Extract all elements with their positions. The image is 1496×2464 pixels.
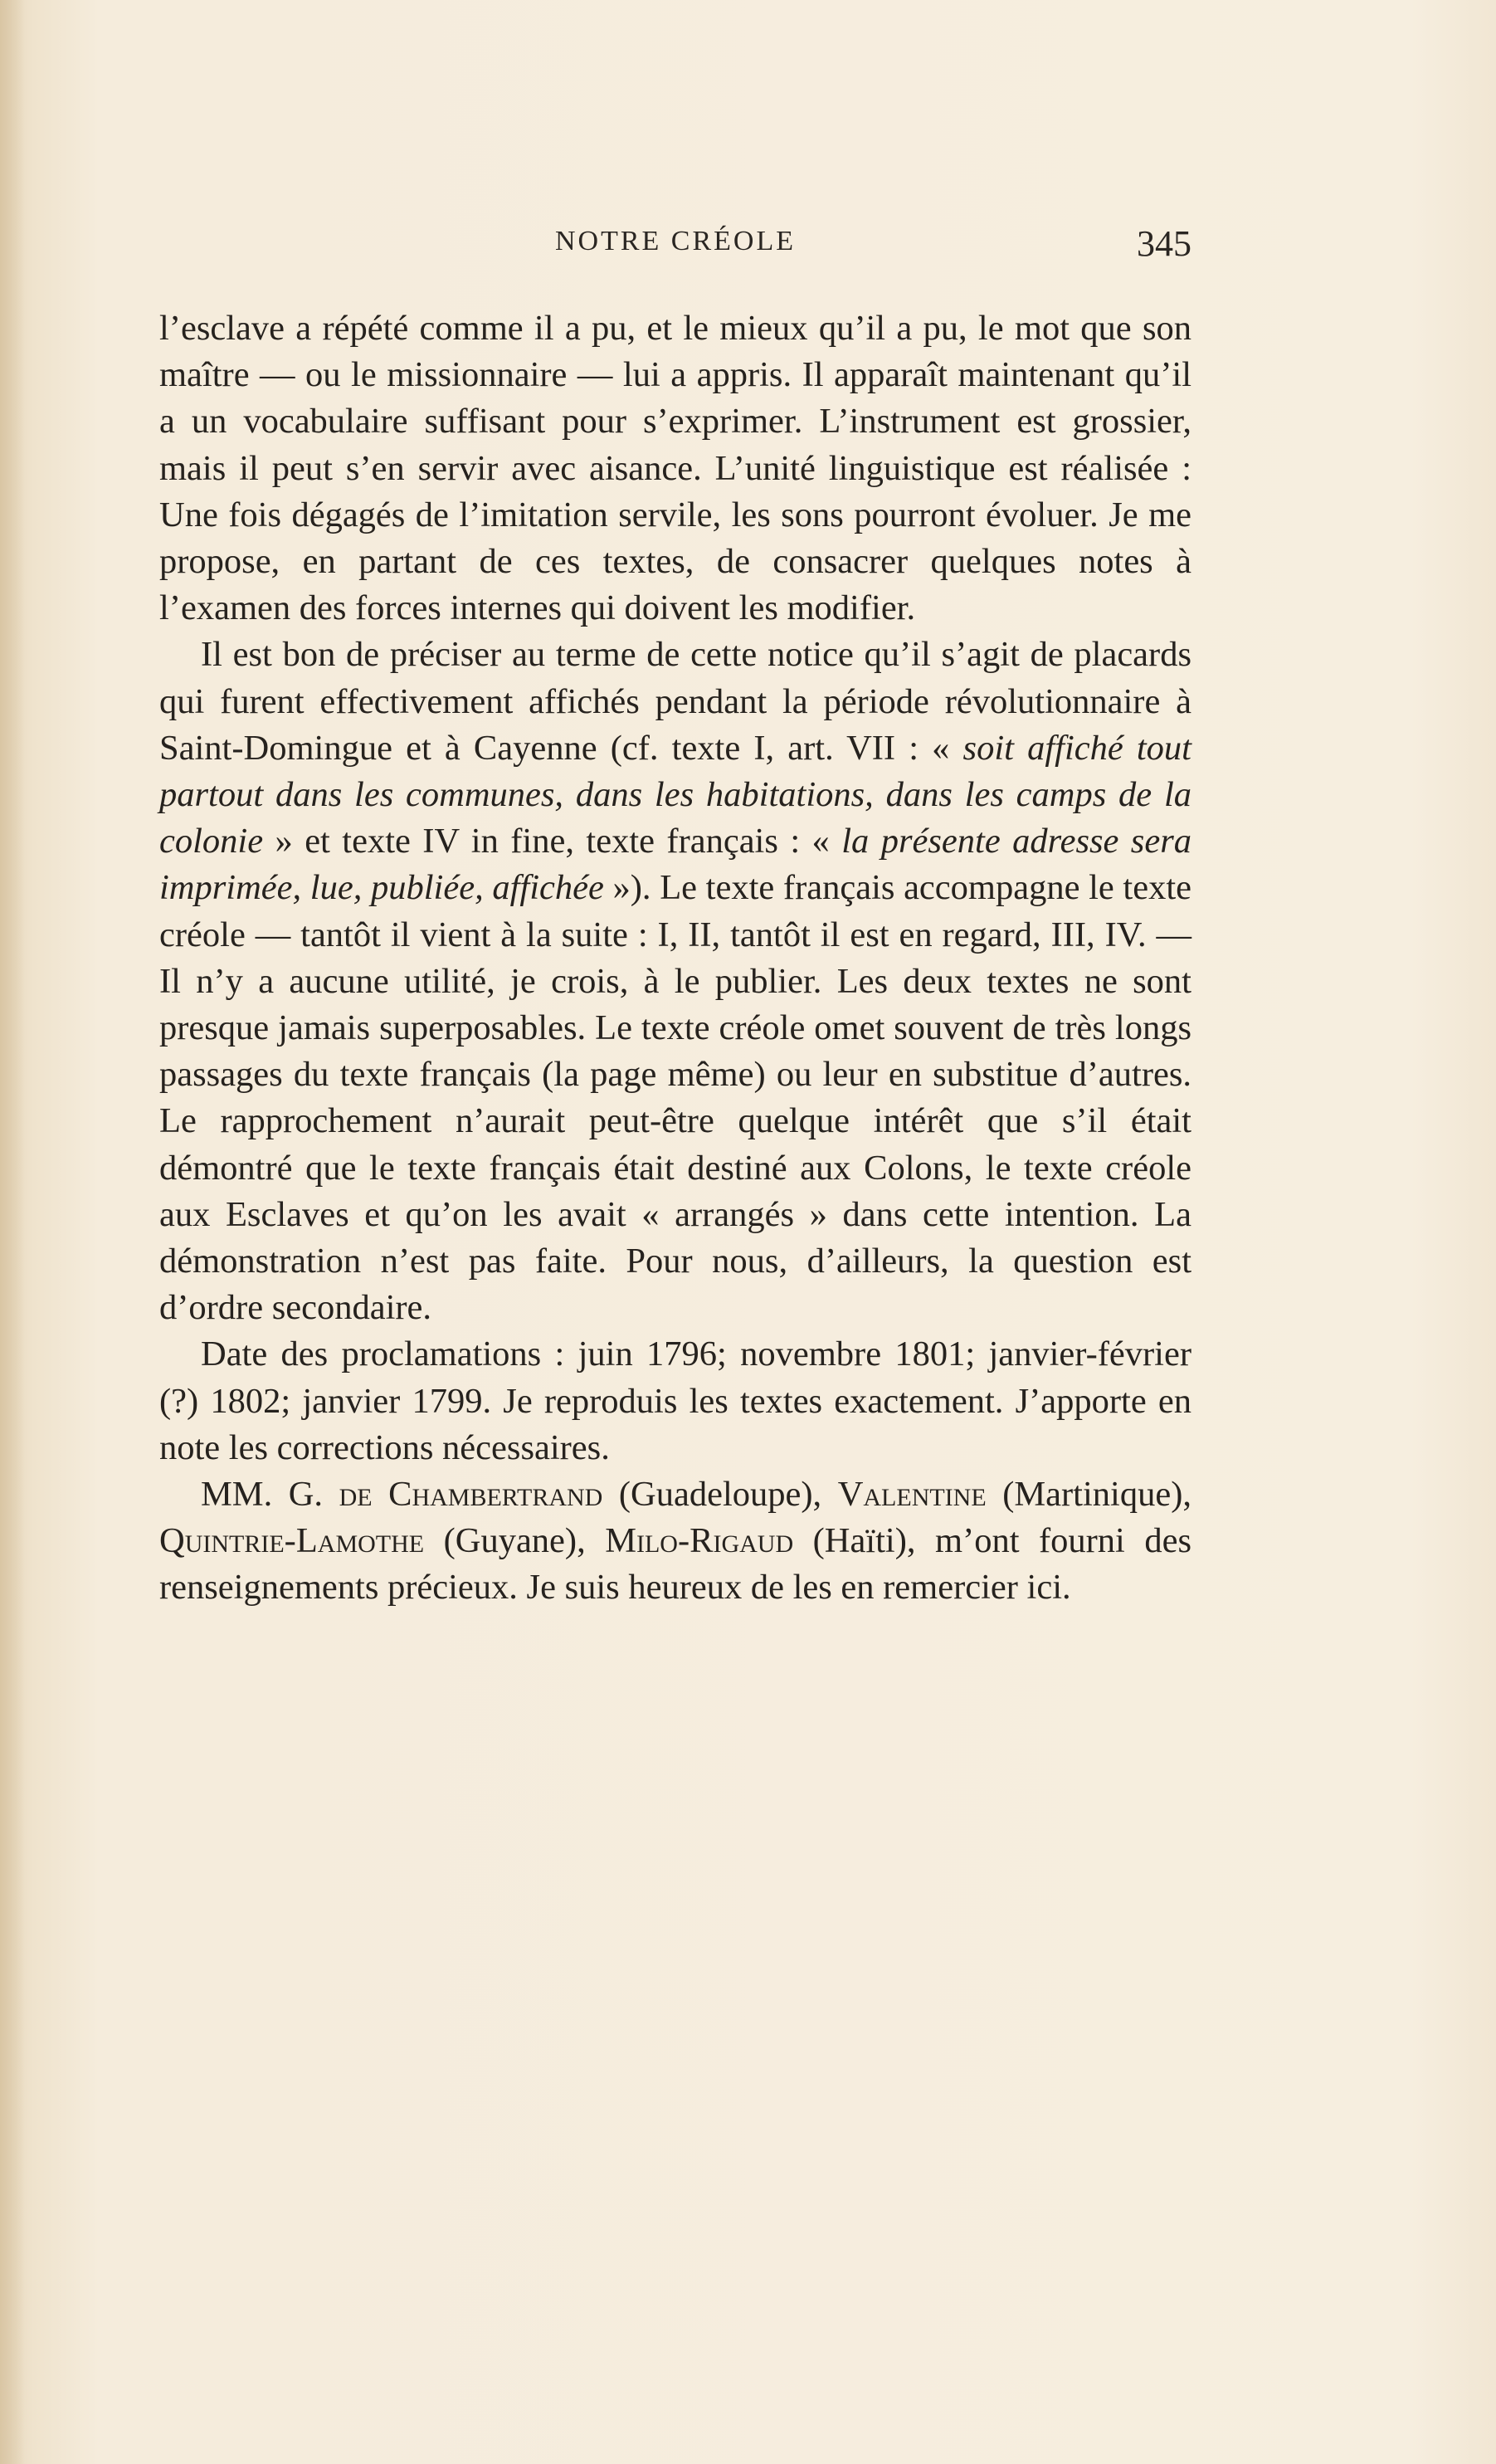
quote-affiche: soit affiché tout partout dans les communes, dans les habitations, dans les camps de la colonie bbox=[159, 728, 1191, 861]
quote-adresse: la présente adresse sera imprimée, lue, publiée, affichée bbox=[159, 822, 1191, 908]
person-name: Valentine bbox=[837, 1475, 987, 1515]
person-name: Quintrie-Lamothe bbox=[159, 1521, 425, 1561]
page-gutter-shadow bbox=[0, 0, 25, 2464]
paragraph-4-text: (Guadeloupe), bbox=[602, 1475, 838, 1515]
running-head bbox=[159, 222, 1191, 272]
paragraph-2-text: Il est bon de préciser au terme de cette notice qu’il s’agit de placards qui furent effectivement affichés pendant la période révolutionnaire à Saint-Domingue et à Cayenne (cf. texte I, art. VII : « bbox=[159, 635, 1191, 768]
paragraph-4-text: MM. G. bbox=[201, 1475, 339, 1515]
paragraph-4-text: (Guyane), bbox=[424, 1521, 606, 1561]
person-name: de Chambertrand bbox=[339, 1475, 603, 1515]
person-name: Milo-Rigaud bbox=[605, 1521, 794, 1561]
body-text bbox=[159, 305, 1191, 1612]
page-number: 345 bbox=[1137, 223, 1191, 264]
paragraph-4-text: (Haïti), m’ont fourni des renseignements précieux. Je suis heureux de les en remercier ici. bbox=[159, 1521, 1191, 1608]
paragraph-4 bbox=[159, 1471, 1191, 1612]
paragraph-1: l’esclave a répété comme il a pu, et le mieux qu’il a pu, le mot que son maître — ou le missionnaire — lui a appris. Il apparaît maintenant qu’il a un vocabulaire suffisant pour s’exprimer. L’instrument est grossier, mais il peut s’en servir avec aisance. L’unité linguistique est réalisée : Une fois dégagés de l’imitation servile, les sons pourront évoluer. Je me propose, en partant de ces textes, de consacrer quelques notes à l’examen des forces internes qui doivent les modifier. bbox=[159, 309, 1191, 628]
paragraph-2 bbox=[159, 632, 1191, 1331]
paragraph-4-text: (Martinique), bbox=[986, 1475, 1191, 1515]
paragraph-2-text: »). Le texte français accompagne le texte créole — tantôt il vient à la suite : I, II, tantôt il est en regard, III, IV. — Il n’y a aucune utilité, je crois, à le publier. Les deux textes ne sont presque jamais superposables. Le texte créole omet souvent de très longs passages du texte français (la page même) ou leur en substitue d’autres. Le rapprochement n’aurait peut-être quelque intérêt que s’il était démontré que le texte français était destiné aux Colons, le texte créole aux Esclaves et qu’on les avait « arrangés » dans cette intention. La démonstration n’est pas faite. Pour nous, d’ailleurs, la question est d’ordre secondaire. bbox=[159, 868, 1192, 1328]
paragraph-2-text: » et texte IV in fine, texte français : « bbox=[263, 822, 842, 861]
paragraph-3: Date des proclamations : juin 1796; novembre 1801; janvier-février (?) 1802; janvier 1799. Je reproduis les textes exactement. J’apporte en note les corrections nécessaires. bbox=[159, 1334, 1191, 1467]
running-title: NOTRE CRÉOLE bbox=[554, 226, 797, 256]
